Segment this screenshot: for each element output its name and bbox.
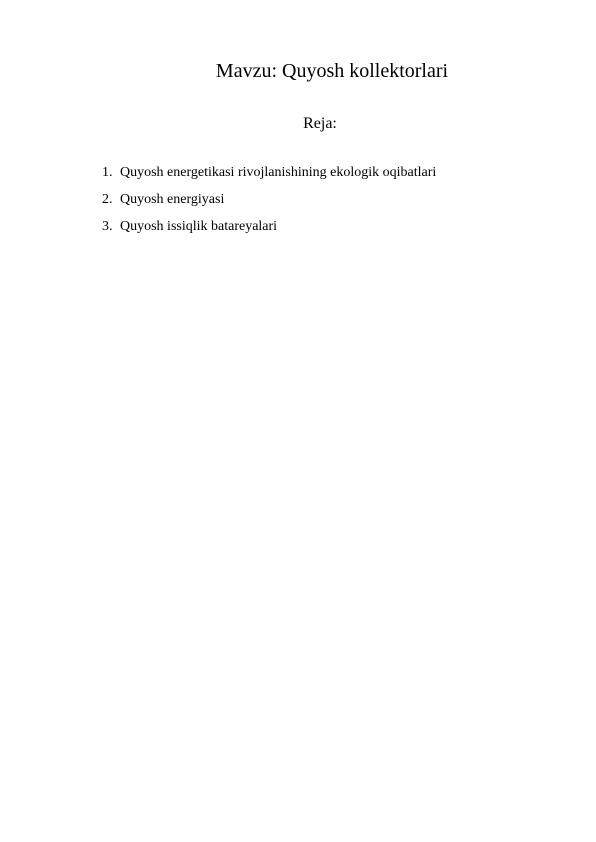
plan-heading: Reja: — [303, 115, 337, 132]
list-item — [102, 191, 436, 218]
document-title: Mavzu: Quyosh kollektorlari — [215, 60, 449, 82]
list-item-text: Quyosh issiqlik batareyalari — [120, 219, 278, 234]
list-item-number: 2. — [102, 192, 113, 207]
plan-list — [102, 164, 436, 245]
list-item — [102, 164, 436, 191]
list-item-text: Quyosh energetikasi rivojlanishining ekologik oqibatlari — [120, 165, 437, 180]
list-item — [102, 218, 436, 245]
list-item-number: 1. — [102, 165, 113, 180]
list-item-text: Quyosh energiyasi — [120, 192, 225, 207]
list-item-number: 3. — [102, 219, 113, 234]
